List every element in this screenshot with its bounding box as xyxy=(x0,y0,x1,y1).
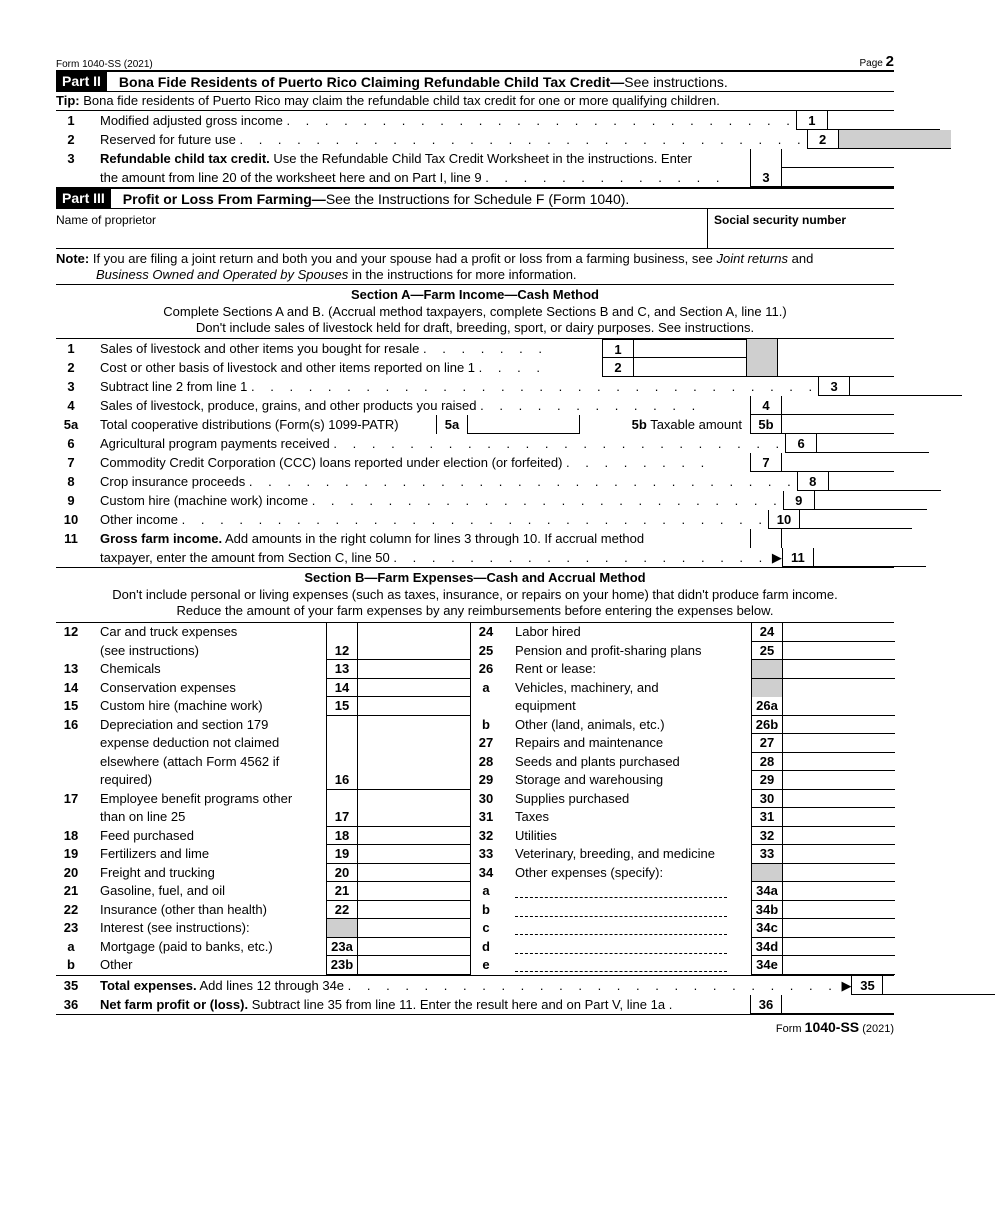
expense-line xyxy=(56,679,470,698)
line-description: Freight and trucking xyxy=(100,864,215,880)
expense-line xyxy=(56,753,470,772)
line-amount xyxy=(783,679,895,698)
line-number: 22 xyxy=(63,901,79,917)
line-amount[interactable] xyxy=(783,771,895,790)
line-box-label: 33 xyxy=(751,845,783,864)
line-box-label: 34c xyxy=(751,919,783,938)
expense-line xyxy=(471,753,895,772)
line-description: Mortgage (paid to banks, etc.) xyxy=(100,938,273,954)
line-number: 17 xyxy=(63,790,79,806)
line-amount[interactable] xyxy=(783,753,895,772)
line-box-label: 14 xyxy=(326,679,358,698)
line-box-label: 34e xyxy=(751,956,783,975)
form-footer: Form 1040-SS (2021) xyxy=(775,1018,894,1035)
line-amount[interactable] xyxy=(783,901,895,920)
part2-line-3b: the amount from line 20 of the worksheet here and on Part I, line 9 . . . . . . . . . . . . . 3 xyxy=(56,168,894,187)
line-box-label xyxy=(326,919,358,938)
line-box-label: 25 xyxy=(751,642,783,661)
expense-line xyxy=(471,864,895,883)
line-box-label xyxy=(326,753,358,772)
line-number: 14 xyxy=(63,679,79,695)
line-box-label: 23b xyxy=(326,956,358,975)
expense-line xyxy=(56,771,470,790)
line-box-label xyxy=(751,864,783,883)
sec-a-line-3: 3 Subtract line 2 from line 1 . . . . . . . . . . . . . . . . . . . . . . . . . . . . . . 3 xyxy=(56,377,894,396)
expense-line xyxy=(471,808,895,827)
line-amount[interactable] xyxy=(783,919,895,938)
expenses-right-column xyxy=(471,623,895,975)
line-description xyxy=(501,901,751,920)
line-box-label: 12 xyxy=(326,642,358,661)
part2-label: Part II xyxy=(56,72,107,91)
sec-a-line-8: 8 Crop insurance proceeds . . . . . . . . . . . . . . . . . . . . . . . . . . . . . 8 xyxy=(56,472,894,491)
line-amount[interactable] xyxy=(783,716,895,735)
line-description: Other expenses (specify): xyxy=(515,864,664,880)
line-description: Labor hired xyxy=(515,624,581,639)
expense-line xyxy=(56,901,470,920)
proprietor-name-field[interactable]: Name of proprietor xyxy=(56,213,157,227)
line-amount xyxy=(358,919,470,938)
expense-line xyxy=(471,697,895,716)
arrow-icon: ▶ xyxy=(841,977,852,993)
sec-b-line-35: 35 Total expenses. Add lines 12 through 34e . . . . . . . . . . . . . . . . . . . . . . . . . . ▶ 35 xyxy=(56,975,894,995)
expense-line xyxy=(471,660,895,679)
line-description: Seeds and plants purchased xyxy=(515,753,680,769)
line-number: 33 xyxy=(478,846,494,861)
line-box-label: 34b xyxy=(751,901,783,920)
line-amount[interactable] xyxy=(358,901,470,920)
expense-line xyxy=(471,956,895,975)
line-amount[interactable] xyxy=(783,938,895,957)
section-b-sub2: Reduce the amount of your farm expenses by any reimbursements before entering the expenses below. xyxy=(176,603,774,618)
sec-a-line-11-amount[interactable] xyxy=(814,548,926,567)
section-b-sub1: Don't include personal or living expenses (such as taxes, insurance, or repairs on your home) that didn't produce farm income. xyxy=(112,587,838,602)
expense-line xyxy=(56,697,470,716)
line-number xyxy=(56,642,86,661)
line-box-label: 17 xyxy=(326,808,358,827)
expenses-left-column xyxy=(56,623,471,975)
page-number: Page 2 xyxy=(859,53,894,70)
line-number xyxy=(56,753,86,772)
line-box-label: 13 xyxy=(326,660,358,679)
line-amount[interactable] xyxy=(783,623,895,642)
line-amount[interactable] xyxy=(358,771,470,790)
part2-line-2-amount xyxy=(839,130,951,149)
expense-line xyxy=(56,827,470,846)
sec-a-line-5b-amount[interactable] xyxy=(782,415,894,434)
line-number: d xyxy=(482,938,490,954)
part2-line-1-amount[interactable] xyxy=(828,111,940,130)
part3-note: Note: If you are filing a joint return and both you and your spouse had a profit or loss from a farming business, see Joint returns and Business Owned and Operated by Spouses in the instructions for more information. xyxy=(56,249,894,285)
line-box-label: 16 xyxy=(326,771,358,790)
sec-a-line-4: 4 Sales of livestock, produce, grains, and other products you raised . . . . . . . . . . . . 4 xyxy=(56,396,894,415)
sec-a-line-1-amount[interactable] xyxy=(634,339,746,358)
part2-line-3-amount[interactable] xyxy=(782,168,894,187)
sec-a-line-6-amount[interactable] xyxy=(817,434,929,453)
line-amount xyxy=(358,753,470,772)
part3-header xyxy=(56,187,894,209)
line-amount[interactable] xyxy=(783,845,895,864)
line-number: b xyxy=(482,901,490,917)
expense-line xyxy=(56,919,470,938)
expense-line xyxy=(56,845,470,864)
expense-line xyxy=(471,642,895,661)
line-box-label: 23a xyxy=(326,938,358,957)
part2-line-3a: 3 Refundable child tax credit. Use the Refundable Child Tax Credit Worksheet in the instructions. Enter xyxy=(56,149,894,168)
line-box-label: 20 xyxy=(326,864,358,883)
section-a-title: Section A—Farm Income—Cash Method xyxy=(351,287,599,302)
line-description: Taxes xyxy=(515,809,549,824)
line-description: elsewhere (attach Form 4562 if xyxy=(100,753,280,769)
line-amount[interactable] xyxy=(358,808,470,827)
line-amount[interactable] xyxy=(358,956,470,975)
sec-a-line-9: 9 Custom hire (machine work) income . . . . . . . . . . . . . . . . . . . . . . . . . 9 xyxy=(56,491,894,510)
part3-title: Profit or Loss From Farming— xyxy=(122,190,326,207)
part2-line-2: 2 Reserved for future use . . . . . . . . . . . . . . . . . . . . . . . . . . . . . . 2 xyxy=(56,130,894,149)
line-number: 16 xyxy=(63,716,79,732)
line-description: Insurance (other than health) xyxy=(100,901,267,917)
line-description: Supplies purchased xyxy=(515,790,630,806)
line-number: 25 xyxy=(478,642,494,658)
line-number: 13 xyxy=(63,661,79,676)
line-box-label: 32 xyxy=(751,827,783,846)
specify-line[interactable] xyxy=(515,959,727,972)
line-amount[interactable] xyxy=(358,679,470,698)
line-description: Vehicles, machinery, and xyxy=(515,679,659,695)
part2-see: See instructions. xyxy=(624,73,728,90)
line-description: Fertilizers and lime xyxy=(100,846,210,861)
line-amount[interactable] xyxy=(358,845,470,864)
line-box-label: 26a xyxy=(751,697,783,716)
sec-a-line-7: 7 Commodity Credit Corporation (CCC) loans reported under election (or forfeited) . . . . . . . . 7 xyxy=(56,453,894,472)
line-amount xyxy=(358,734,470,753)
expense-line xyxy=(471,734,895,753)
line-box-label xyxy=(326,716,358,735)
line-description: Chemicals xyxy=(100,661,161,676)
sec-a-line-5a-amount[interactable] xyxy=(468,415,580,434)
line-number xyxy=(56,808,86,827)
expense-line xyxy=(56,623,470,642)
line-amount[interactable] xyxy=(783,956,895,975)
line-amount xyxy=(783,660,895,679)
sec-a-line-5: 5a Total cooperative distributions (Form(s) 1099-PATR) 5a 5b Taxable amount 5b xyxy=(56,415,894,434)
line-box-label: 18 xyxy=(326,827,358,846)
sec-a-line-10: 10 Other income . . . . . . . . . . . . . . . . . . . . . . . . . . . . . . . 10 xyxy=(56,510,894,529)
line-description: equipment xyxy=(515,698,576,713)
line-description: Employee benefit programs other xyxy=(100,790,293,806)
line-amount[interactable] xyxy=(358,938,470,957)
line-box-label xyxy=(326,734,358,753)
expense-line xyxy=(56,938,470,957)
line-number xyxy=(56,771,86,790)
line-box-label: 15 xyxy=(326,697,358,716)
specify-line[interactable] xyxy=(515,904,727,917)
expense-line xyxy=(56,716,470,735)
line-box-label: 22 xyxy=(326,901,358,920)
line-description: (see instructions) xyxy=(100,642,199,658)
line-number: c xyxy=(482,920,490,935)
line-number: 24 xyxy=(478,624,494,639)
sec-a-line-9-amount[interactable] xyxy=(815,491,927,510)
line-number: 23 xyxy=(63,920,79,935)
part2-line-1: 1 Modified adjusted gross income . . . . . . . . . . . . . . . . . . . . . . . . . . . 1 xyxy=(56,111,894,130)
sec-a-line-2-amount[interactable] xyxy=(634,358,746,377)
line-description: Rent or lease: xyxy=(515,661,596,676)
section-a-sub2: Don't include sales of livestock held for draft, breeding, sport, or dairy purposes. See instructions. xyxy=(56,320,894,339)
line-description: Feed purchased xyxy=(100,827,194,843)
line-description xyxy=(501,938,751,957)
expense-line xyxy=(471,771,895,790)
expense-line xyxy=(56,642,470,661)
line-description xyxy=(501,919,751,938)
line-amount[interactable] xyxy=(358,882,470,901)
arrow-icon: ▶ xyxy=(771,550,782,565)
line-box-label: 24 xyxy=(751,623,783,642)
expense-line xyxy=(471,679,895,698)
sec-a-line-11b: taxpayer, enter the amount from Section C, line 50 . . . . . . . . . . . . . . . . . . . . ▶ 11 xyxy=(56,548,894,567)
line-number: b xyxy=(482,716,490,732)
line-number: 29 xyxy=(478,772,494,787)
line-number: 26 xyxy=(478,661,494,676)
specify-line[interactable] xyxy=(515,941,727,954)
line-amount[interactable] xyxy=(358,864,470,883)
expense-line xyxy=(56,734,470,753)
line-number: 31 xyxy=(478,809,494,824)
section-b-grid xyxy=(56,622,894,975)
line-amount xyxy=(783,864,895,883)
line-amount[interactable] xyxy=(783,697,895,716)
part3-see: See the Instructions for Schedule F (Form 1040). xyxy=(325,190,630,207)
sec-b-line-36-amount[interactable] xyxy=(782,995,894,1014)
line-box-label: 34d xyxy=(751,938,783,957)
expense-line xyxy=(56,660,470,679)
proprietor-row xyxy=(56,209,894,249)
line-number: a xyxy=(482,883,490,898)
line-number: 15 xyxy=(63,698,79,713)
line-amount[interactable] xyxy=(783,734,895,753)
specify-line[interactable] xyxy=(515,885,727,898)
sec-a-line-2: 2 Cost or other basis of livestock and other items reported on line 1 . . . . 2 xyxy=(56,358,894,377)
line-amount[interactable] xyxy=(783,808,895,827)
line-number: 30 xyxy=(478,790,494,806)
line-number: e xyxy=(482,957,490,972)
part3-label: Part III xyxy=(56,189,111,208)
line-number: 18 xyxy=(63,827,79,843)
expense-line xyxy=(471,790,895,809)
line-description: Pension and profit-sharing plans xyxy=(515,642,702,658)
line-box-label: 30 xyxy=(751,790,783,809)
line-amount[interactable] xyxy=(358,697,470,716)
part2-title: Bona Fide Residents of Puerto Rico Claiming Refundable Child Tax Credit— xyxy=(118,73,625,90)
section-a-sub1: Complete Sections A and B. (Accrual method taxpayers, complete Sections B and C, and Section A, line 11.) xyxy=(163,304,787,319)
line-box-label: 34a xyxy=(751,882,783,901)
line-box-label xyxy=(326,623,358,642)
expense-line xyxy=(56,808,470,827)
line-amount[interactable] xyxy=(783,642,895,661)
line-number: 32 xyxy=(478,827,494,843)
line-amount[interactable] xyxy=(783,790,895,809)
line-description: Storage and warehousing xyxy=(515,772,664,787)
specify-line[interactable] xyxy=(515,922,727,935)
sec-a-line-3-amount[interactable] xyxy=(850,377,962,396)
line-description: Interest (see instructions): xyxy=(100,920,250,935)
section-b-title: Section B—Farm Expenses—Cash and Accrual Method xyxy=(56,567,894,587)
expense-line xyxy=(471,901,895,920)
ssn-field[interactable]: Social security number xyxy=(707,209,894,248)
sec-a-line-4-amount[interactable] xyxy=(782,396,894,415)
line-description xyxy=(501,956,751,975)
expense-line xyxy=(471,827,895,846)
sec-b-line-36: 36 Net farm profit or (loss). Subtract line 35 from line 11. Enter the result here and on Part V, line 1a . 36 xyxy=(56,995,894,1015)
line-number: 21 xyxy=(63,883,79,898)
line-amount xyxy=(358,716,470,735)
line-number xyxy=(56,734,86,753)
line-description xyxy=(501,882,751,901)
line-description: than on line 25 xyxy=(100,809,186,824)
sec-a-line-8-amount[interactable] xyxy=(829,472,941,491)
expense-line xyxy=(471,623,895,642)
line-box-label: 19 xyxy=(326,845,358,864)
expense-line xyxy=(471,919,895,938)
sec-a-line-6: 6 Agricultural program payments received . . . . . . . . . . . . . . . . . . . . . . . . 6 xyxy=(56,434,894,453)
line-number: 19 xyxy=(63,846,79,861)
line-amount[interactable] xyxy=(783,827,895,846)
line-description: Utilities xyxy=(515,827,557,843)
line-description: Conservation expenses xyxy=(100,679,236,695)
form-page xyxy=(56,52,894,1035)
line-description: Other xyxy=(100,957,133,972)
expense-line xyxy=(56,882,470,901)
line-box-label xyxy=(326,790,358,809)
expense-line xyxy=(471,716,895,735)
sec-b-line-35-amount[interactable] xyxy=(883,976,995,995)
line-number xyxy=(471,697,501,716)
line-box-label xyxy=(751,660,783,679)
sec-a-line-7-amount[interactable] xyxy=(782,453,894,472)
line-amount[interactable] xyxy=(358,660,470,679)
line-number: b xyxy=(67,957,75,972)
expense-line xyxy=(56,864,470,883)
line-number: 34 xyxy=(478,864,494,880)
expense-line xyxy=(471,938,895,957)
expense-line xyxy=(56,790,470,809)
line-description: Car and truck expenses xyxy=(100,624,238,639)
line-number: a xyxy=(482,679,490,695)
line-description: Repairs and maintenance xyxy=(515,735,664,750)
part2-tip: Tip: Bona fide residents of Puerto Rico may claim the refundable child tax credit for one or more qualifying children. xyxy=(56,92,894,111)
line-number: 12 xyxy=(63,624,79,639)
line-box-label: 21 xyxy=(326,882,358,901)
sec-a-line-10-amount[interactable] xyxy=(800,510,912,529)
line-amount xyxy=(358,790,470,809)
line-box-label: 31 xyxy=(751,808,783,827)
expense-line xyxy=(471,845,895,864)
line-box-label: 27 xyxy=(751,734,783,753)
line-description: required) xyxy=(100,772,153,787)
line-box-label: 29 xyxy=(751,771,783,790)
line-number: 28 xyxy=(478,753,494,769)
line-amount[interactable] xyxy=(358,827,470,846)
line-description: Custom hire (machine work) xyxy=(100,698,263,713)
sec-a-line-11a: 11 Gross farm income. Add amounts in the right column for lines 3 through 10. If accrual method xyxy=(56,529,894,548)
line-number: 27 xyxy=(478,735,494,750)
expense-line xyxy=(56,956,470,975)
expense-line xyxy=(471,882,895,901)
line-amount xyxy=(358,623,470,642)
line-description: Veterinary, breeding, and medicine xyxy=(515,846,715,861)
line-box-label: 26b xyxy=(751,716,783,735)
line-description: expense deduction not claimed xyxy=(100,735,280,750)
line-amount[interactable] xyxy=(358,642,470,661)
line-description: Gasoline, fuel, and oil xyxy=(100,883,226,898)
line-amount[interactable] xyxy=(783,882,895,901)
line-description: Depreciation and section 179 xyxy=(100,716,269,732)
page-header xyxy=(56,52,894,70)
sec-a-line-1: 1 Sales of livestock and other items you bought for resale . . . . . . . 1 xyxy=(56,339,894,358)
line-number: a xyxy=(67,938,75,954)
line-box-label: 28 xyxy=(751,753,783,772)
line-description: Other (land, animals, etc.) xyxy=(515,716,665,732)
part2-header xyxy=(56,70,894,92)
line-box-label xyxy=(751,679,783,698)
form-id: Form 1040-SS (2021) xyxy=(56,59,153,70)
line-number: 20 xyxy=(63,864,79,880)
